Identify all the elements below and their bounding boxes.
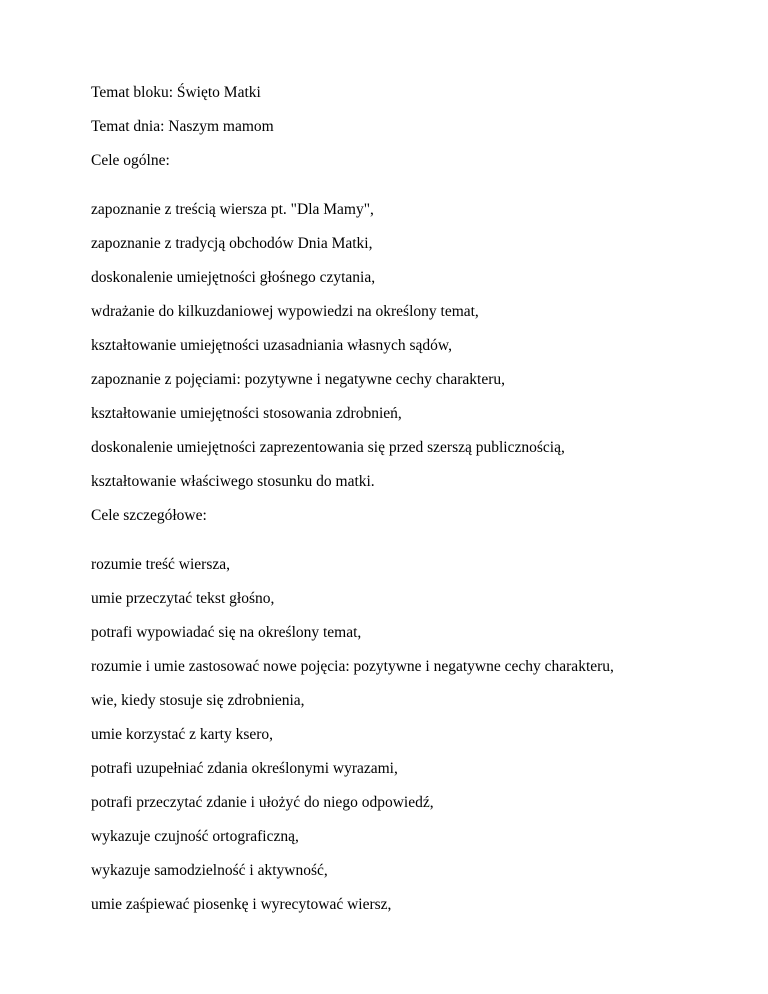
specific-goal-item: umie przeczytać tekst głośno,	[91, 590, 275, 607]
specific-goal-item: umie zaśpiewać piosenkę i wyrecytować wiersz,	[91, 896, 392, 913]
specific-goal-item: rozumie treść wiersza,	[91, 556, 231, 573]
general-goal-item: zapoznanie z tradycją obchodów Dnia Matki,	[91, 235, 373, 252]
general-goals-heading: Cele ogólne:	[91, 152, 170, 169]
general-goal-item: doskonalenie umiejętności zaprezentowania się przed szerszą publicznością,	[91, 439, 565, 456]
general-goal-item: wdrażanie do kilkuzdaniowej wypowiedzi na określony temat,	[91, 303, 479, 320]
general-goal-item: zapoznanie z treścią wiersza pt. "Dla Mamy",	[91, 201, 374, 218]
specific-goal-item: rozumie i umie zastosować nowe pojęcia: pozytywne i negatywne cechy charakteru,	[91, 658, 614, 675]
general-goal-item: kształtowanie właściwego stosunku do matki.	[91, 473, 375, 490]
specific-goal-item: potrafi uzupełniać zdania określonymi wyrazami,	[91, 760, 398, 777]
specific-goal-item: umie korzystać z karty ksero,	[91, 726, 274, 743]
specific-goal-item: potrafi przeczytać zdanie i ułożyć do niego odpowiedź,	[91, 794, 434, 811]
day-topic: Temat dnia: Naszym mamom	[91, 118, 274, 135]
general-goal-item: kształtowanie umiejętności uzasadniania własnych sądów,	[91, 337, 452, 354]
specific-goals-heading: Cele szczegółowe:	[91, 507, 207, 524]
general-goal-item: kształtowanie umiejętności stosowania zdrobnień,	[91, 405, 402, 422]
general-goal-item: zapoznanie z pojęciami: pozytywne i negatywne cechy charakteru,	[91, 371, 505, 388]
specific-goal-item: wie, kiedy stosuje się zdrobnienia,	[91, 692, 305, 709]
block-topic: Temat bloku: Święto Matki	[91, 84, 261, 101]
specific-goal-item: potrafi wypowiadać się na określony temat,	[91, 624, 362, 641]
general-goal-item: doskonalenie umiejętności głośnego czytania,	[91, 269, 376, 286]
specific-goal-item: wykazuje samodzielność i aktywność,	[91, 862, 328, 879]
specific-goal-item: wykazuje czujność ortograficzną,	[91, 828, 299, 845]
